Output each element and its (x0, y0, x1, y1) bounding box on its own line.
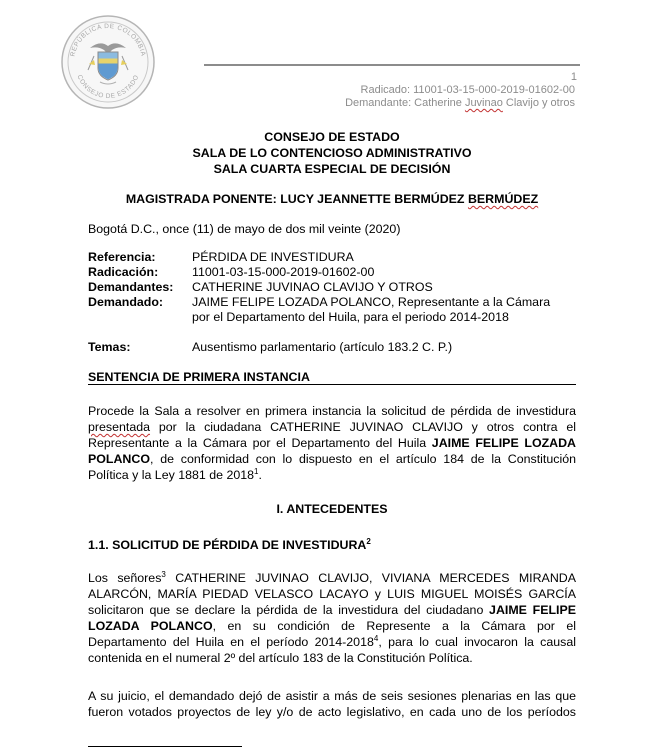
antecedentes-heading: I. ANTECEDENTES (276, 502, 388, 516)
footnote-ref[interactable]: 3 (161, 569, 166, 579)
footnote-ref[interactable]: 1 (254, 466, 259, 476)
document-date: Bogotá D.C., once (11) de mayo de dos mil veinte (2020) (88, 222, 401, 236)
court-sala-cuarta: SALA CUARTA ESPECIAL DE DECISIÓN (213, 162, 451, 176)
radicacion-value: 11001-03-15-000-2019-01602-00 (192, 265, 375, 279)
footnote-separator (88, 746, 242, 747)
demandado-value-line1: JAIME FELIPE LOZADA POLANCO, Representante a la Cámara (192, 295, 551, 309)
svg-text:CONSEJO DE ESTADO: CONSEJO DE ESTADO (75, 73, 141, 101)
magistrada-ponente: MAGISTRADA PONENTE: LUCY JEANNETTE BERMÚDEZ BERMÚDEZ (125, 192, 539, 206)
paragraph-line: A su juicio, el demandado dejó de asistir a más de seis sesiones plenarias en las que (88, 689, 576, 703)
solicitud-subheading: 1.1. SOLICITUD DE PÉRDIDA DE INVESTIDURA$^2$ (88, 536, 371, 552)
referencia-label: Referencia: (88, 250, 156, 264)
court-name: CONSEJO DE ESTADO (264, 130, 400, 144)
paragraph-line: Procede la Sala a resolver en primera instancia la solicitud de pérdida de investidura (88, 404, 576, 418)
paragraph-line: Representante a la Cámara por el Departamento del Huila JAIME FELIPE LOZADA (88, 436, 577, 450)
referencia-value: PÉRDIDA DE INVESTIDURA (192, 250, 354, 264)
demandantes-label: Demandantes: (88, 280, 174, 294)
spellcheck-word: presentada (88, 420, 151, 434)
paragraph-line: contenida en el numeral 2º del artículo 183 de la Constitución Política. (88, 651, 473, 665)
temas-label: Temas: (88, 340, 131, 354)
solicitud-paragraph (88, 570, 576, 666)
header-demandante: Demandante: Catherine Juvinao Clavijo y otros (345, 97, 575, 109)
sentencia-rule (88, 384, 576, 385)
demandado-value-line2: por el Departamento del Huila, para el periodo 2014-2018 (192, 310, 509, 324)
paragraph-line: fueron votados proyectos de ley y/o de acto legislativo, en cada uno de los períodos (88, 705, 576, 719)
demandantes-value: CATHERINE JUVINAO CLAVIJO Y OTROS (192, 280, 433, 294)
demandado-label: Demandado: (88, 295, 164, 309)
spellcheck-word: BERMÚDEZ (467, 192, 539, 206)
sentencia-paragraph (88, 403, 576, 483)
paragraph-line: presentada por la ciudadana CATHERINE JUVINAO CLAVIJO y otros contra el (88, 420, 576, 434)
paragraph-line: Los señores$^3$ CATHERINE JUVINAO CLAVIJO, VIVIANA MERCEDES MIRANDA (88, 569, 576, 585)
sentencia-heading: SENTENCIA DE PRIMERA INSTANCIA (88, 370, 310, 384)
paragraph-line: Política y la Ley 1881 de 2018$^1$. (88, 466, 262, 482)
paragraph-line: solicitaron que se declare la pérdida de la investidura del ciudadano JAIME FELIPE (88, 603, 576, 617)
juicio-paragraph (88, 688, 576, 720)
radicacion-label: Radicación: (88, 265, 159, 279)
footnote-ref[interactable]: 2 (366, 536, 371, 546)
consejo-de-estado-seal (60, 14, 156, 110)
paragraph-line: LOZADA POLANCO, en su condición de Represente a la Cámara por el (88, 619, 576, 633)
footnote-ref[interactable]: 4 (373, 633, 379, 643)
svg-text:REPÚBLICA DE COLOMBIA: REPÚBLICA DE COLOMBIA (69, 22, 147, 58)
court-sala: SALA DE LO CONTENCIOSO ADMINISTRATIVO (192, 146, 472, 160)
temas-value: Ausentismo parlamentario (artículo 183.2 C. P.) (192, 340, 453, 354)
paragraph-line: POLANCO, de conformidad con lo dispuesto en el artículo 184 de la Constitución (88, 452, 576, 466)
header-rule (204, 64, 580, 66)
spellcheck-word: Juvinao (464, 97, 503, 109)
paragraph-line: ALARCÓN, MARÍA PIEDAD VELASCO LACAYO y LUIS MIGUEL MOISÉS GARCÍA (88, 587, 576, 601)
page-number: 1 (570, 71, 577, 83)
paragraph-line: Departamento del Huila en el período 2014-2018$^4$, para lo cual invocaron la causal (88, 633, 576, 649)
header-radicado: Radicado: 11001-03-15-000-2019-01602-00 (360, 84, 575, 96)
